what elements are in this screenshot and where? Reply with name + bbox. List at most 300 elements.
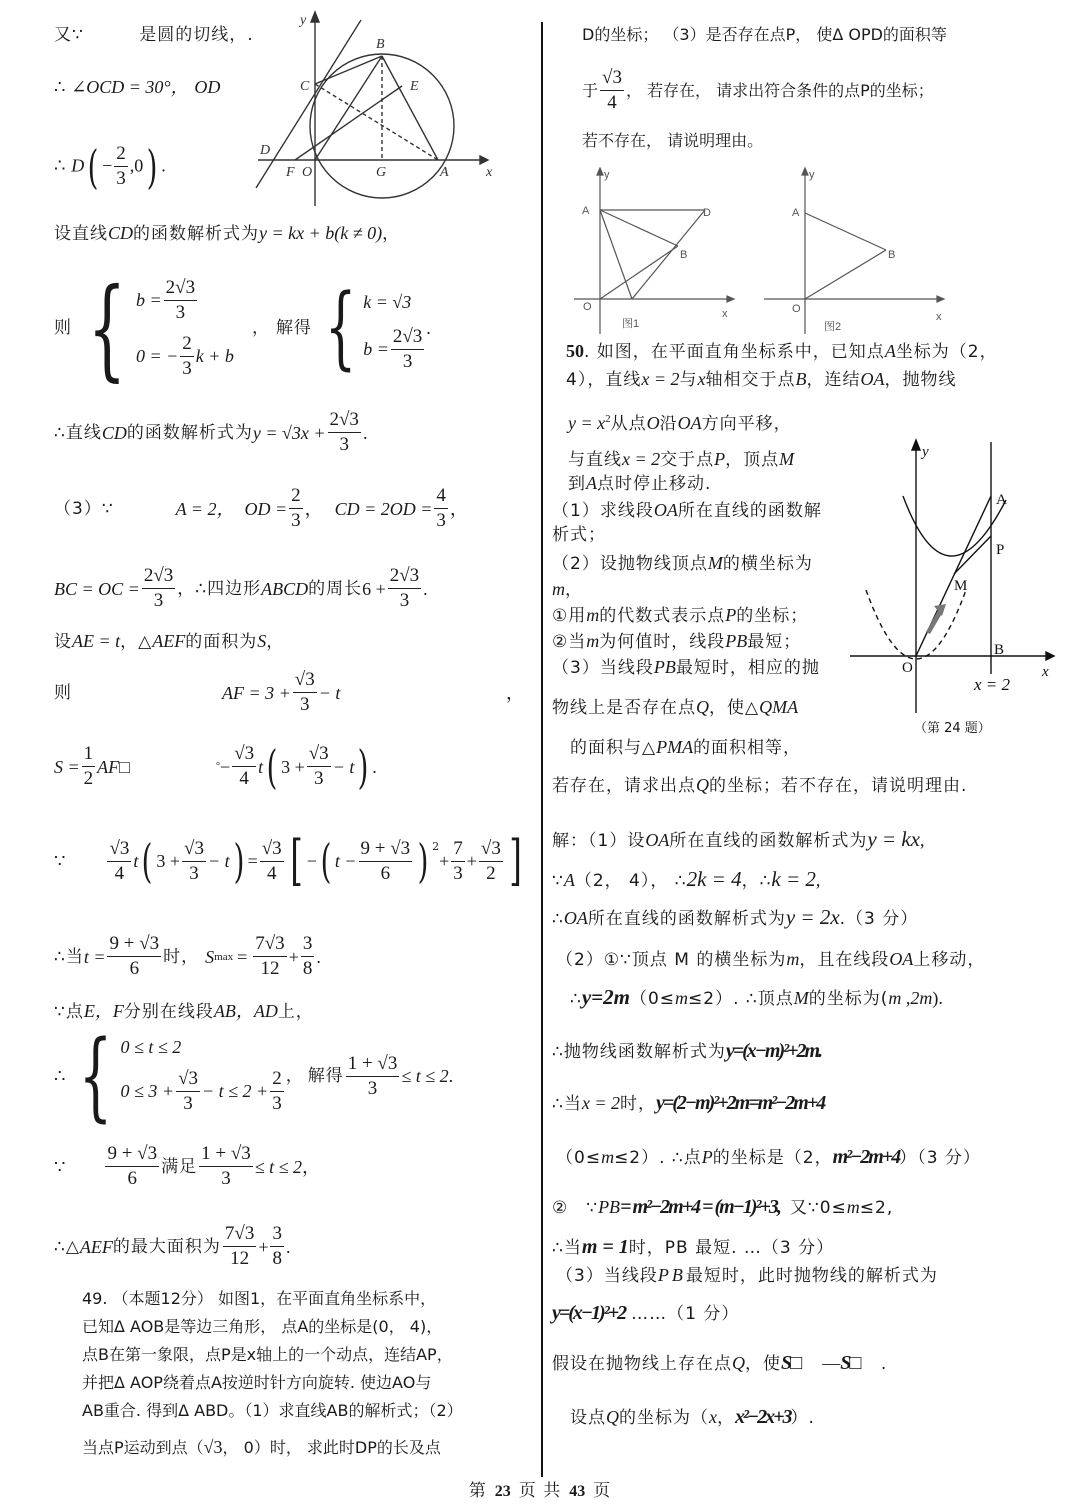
label-x: x [1042, 664, 1049, 680]
label-y: y [604, 169, 610, 181]
text: 所在直线的函数解析式为 [587, 909, 786, 929]
math-expr: − t ≤ 2 + [202, 1081, 269, 1101]
math-expr: + [439, 851, 450, 871]
figure-caption: 图1 [622, 318, 640, 330]
math-expr: + [288, 946, 299, 967]
text: （1）求线段 [552, 501, 654, 521]
denominator: 4 [239, 768, 249, 789]
math-expr: y=(2−m)²+2m=m²−2m+4 [655, 1092, 825, 1114]
label-O: O [902, 660, 913, 676]
text: 的面积相等， [693, 738, 802, 758]
text: ∴ [552, 909, 564, 929]
punct: . [161, 155, 166, 176]
math-expr: x = 2 [622, 449, 661, 469]
therefore-symbol: ∴ [54, 77, 66, 97]
sol-line-13 [552, 1350, 886, 1377]
numerator: 2√3 [328, 408, 361, 433]
numerator: 4 [434, 484, 448, 509]
numerator: √3 [176, 1067, 200, 1092]
left-line-8 [54, 564, 428, 613]
math-expr: A [586, 473, 597, 493]
left-line-15-system: ∴ { 0 ≤ t ≤ 2 0 ≤ 3 + $\frac{√3}{3}$ − t ≤ 2 + $\frac{2}{3}$ ， 解得 $\frac{1 + √3}{3}$ ≤ t ≤ 2 . [54, 1020, 454, 1132]
math-expr: m [786, 949, 800, 969]
punct: . [372, 756, 377, 777]
text: 则 [54, 682, 72, 703]
label-P: P [996, 542, 1005, 558]
math-expr: CD = 2OD = [334, 498, 433, 519]
numerator: √3 [232, 742, 256, 767]
denominator: 4 [114, 862, 125, 884]
because-symbol: ∵ [54, 1156, 66, 1177]
numerator: 9 + √3 [105, 1142, 159, 1167]
q50-line-14 [570, 734, 801, 761]
q50-line-10 [552, 602, 808, 629]
math-expr: PB [653, 657, 676, 677]
text: 分别在线段 [123, 1002, 214, 1022]
text: ，△ [120, 632, 153, 652]
punct: . [285, 1236, 291, 1257]
text: 的函数解析式为 [133, 224, 260, 244]
numerator: 2 [114, 142, 128, 167]
left-line-4 [54, 220, 400, 247]
math-expr: A [884, 341, 896, 361]
text: 的面积与△ [570, 738, 657, 758]
text: 从点 [610, 414, 647, 434]
q50-line-1 [566, 338, 998, 365]
text: . 如图，在平面直角坐标系中，已知点 [584, 342, 885, 362]
label-B: B [376, 37, 385, 52]
text: 若存在，请求出点 [552, 776, 696, 796]
math-expr: O [646, 413, 660, 433]
brace: { [87, 264, 127, 392]
label-x: x [486, 165, 493, 180]
math-expr: S = [54, 756, 80, 777]
text: ， [717, 1408, 735, 1428]
math-expr: AE = t [72, 631, 121, 651]
text: 的坐标为（ [619, 1408, 709, 1428]
text: 最短时，此时抛物线的解析式为 [685, 1266, 938, 1286]
label-y: y [922, 444, 929, 460]
text: 当点P运动到点（ [82, 1438, 204, 1457]
text: ，使△ [709, 698, 760, 718]
text: ≤2, [859, 1198, 894, 1218]
question-number: 50 [566, 341, 584, 361]
numerator: √3 [293, 668, 317, 693]
text: 到 [568, 474, 586, 494]
text: （3）当线段 [552, 658, 654, 678]
text: 又∵0≤ [789, 1198, 847, 1218]
text: 设 [54, 632, 72, 652]
label-O: O [792, 303, 801, 315]
numerator: 7√3 [223, 1222, 256, 1247]
sol-line-2 [552, 866, 820, 894]
math-expr: S□ [840, 1352, 860, 1374]
math-expr: b = [136, 290, 162, 310]
left-line-11: S = $\frac{1}{2}$ AF□ ° − $\frac{√3}{4}$ t ( 3 + $\frac{√3}{3}$ − t ) . [54, 739, 377, 794]
text: ，顶点 [725, 450, 780, 470]
math-expr: ,0 [129, 155, 144, 176]
math-expr: AEF [152, 631, 186, 651]
math-expr: m = 1 [581, 1236, 629, 1258]
denominator: 3 [175, 301, 186, 323]
sol-line-6 [552, 1038, 821, 1065]
math-expr: OD = [244, 498, 288, 519]
page-footer [0, 1476, 1080, 1501]
label-C: C [300, 79, 310, 94]
q49-cont-line-1: D的坐标； （3）是否存在点P， 使Δ OPD的面积等 [582, 25, 947, 44]
math-expr: m [586, 605, 600, 625]
math-expr: y = x [568, 413, 606, 433]
math-expr: x [709, 1407, 717, 1427]
equation-system [363, 281, 426, 375]
numerator: √3 [107, 837, 131, 862]
math-expr: BC = OC = [54, 578, 140, 599]
text: ， [565, 580, 583, 600]
q50-line-15 [552, 772, 967, 799]
math-expr: x [697, 369, 706, 389]
footer-text: 第 [468, 1481, 487, 1501]
because-symbol: ∵ [54, 851, 66, 871]
sol-line-8 [556, 1144, 981, 1171]
math-expr: b = [363, 339, 389, 359]
text: ，∴四边形 [177, 578, 262, 599]
punct: , [919, 830, 925, 850]
math-expr: m [675, 988, 689, 1008]
math-expr: A [563, 870, 575, 890]
math-expr: x²−2x+3 [735, 1406, 791, 1428]
math-expr: − t [318, 682, 341, 703]
text: 的坐标是（2， [712, 1148, 833, 1168]
math-expr: PB [725, 631, 748, 651]
label-B: B [680, 249, 688, 261]
math-expr: M [793, 988, 809, 1008]
label-A: A [792, 207, 800, 219]
denominator: 3 [339, 434, 349, 455]
q49-line-4: 并把Δ AOP绕着点A按逆时针方向旋转. 使边AO与 [82, 1373, 432, 1392]
math-expr: √3 [203, 1437, 223, 1457]
text: 解：（1）设 [552, 831, 646, 851]
punct: . [362, 422, 368, 443]
punct: ， [382, 224, 401, 244]
q50-line-8 [552, 550, 813, 577]
text: 的坐标为( [808, 989, 889, 1009]
label-E: E [410, 79, 419, 94]
figure-caption: （第 24 题） [914, 721, 991, 736]
sol-line-4 [556, 946, 985, 973]
exponent: 2 [605, 413, 611, 425]
punct: ， [285, 1066, 304, 1086]
numerator: √3 [260, 837, 284, 862]
math-expr: AB，AD [213, 1001, 278, 1021]
math-expr: k = √3 [363, 292, 412, 312]
punct: . [316, 946, 321, 967]
left-line-12: ∵ $\frac{√3}{4}$ t ( 3 + $\frac{√3}{3}$ − t ) = $\frac{√3}{4}$ [ − ( t − $\frac{9 + √3}{6}$ ) $^2$ + $\frac{7}{3}$ + $\frac{√3}{2}$ ] [54, 829, 522, 892]
math-expr: + [258, 1236, 269, 1257]
math-expr: OA [653, 500, 678, 520]
denominator: 3 [313, 768, 324, 789]
text: 所在直线的函数解析式为 [669, 831, 868, 851]
text: ∴△ [54, 1236, 80, 1257]
text: 的坐标； [736, 606, 809, 626]
left-line-7 [54, 484, 524, 533]
q50-line-2 [566, 366, 956, 393]
text: 上， [277, 1002, 314, 1022]
q49-line-5: AB重合. 得到Δ ABD。（1）求直线AB的解析式；（2） [82, 1401, 463, 1420]
label-A: A [996, 492, 1007, 508]
figure-2 [760, 164, 950, 336]
q49-cont-line-3: 若不存在， 请说明理由。 [582, 131, 764, 150]
math-expr: A = 2， [175, 498, 235, 519]
parabola-figure [850, 438, 1060, 738]
text: 时， [619, 1094, 656, 1114]
denominator: 3 [272, 1092, 282, 1114]
math-expr: t [133, 851, 139, 871]
denominator: 3 [116, 168, 126, 189]
math-expr: Q [732, 1353, 745, 1373]
numerator: 7 [451, 837, 465, 862]
math-expr: m [552, 579, 565, 599]
math-expr: Q [696, 775, 709, 795]
denominator: 2 [486, 862, 496, 884]
math-expr: y = kx [867, 827, 920, 851]
math-expr: B [795, 369, 807, 389]
numerator: 7√3 [253, 932, 286, 957]
paren: ( [87, 139, 99, 194]
math-expr: CD [101, 422, 127, 443]
q50-line-11 [552, 628, 801, 655]
punct: ）. [790, 1408, 815, 1428]
numerator: 2√3 [391, 325, 424, 350]
numerator: 2√3 [142, 564, 175, 589]
label-y: y [809, 169, 815, 181]
math-expr: S [257, 631, 267, 651]
math-expr: OA [645, 830, 670, 850]
denominator: 8 [272, 1248, 282, 1269]
denominator: 4 [607, 92, 617, 113]
text: 则 [54, 318, 72, 338]
text: 与直线 [568, 450, 622, 470]
q50-line-6 [552, 497, 822, 524]
math-expr: m [846, 1197, 860, 1217]
q50-line-5 [568, 470, 711, 497]
punct: ， [251, 318, 270, 338]
sol-line-14 [570, 1404, 815, 1431]
q50-line-13 [552, 694, 798, 721]
numerator: 2√3 [388, 564, 421, 589]
text: 最短； [747, 632, 802, 652]
text: ≤2）. ∴顶点 [688, 989, 794, 1009]
math-expr: P [701, 1147, 713, 1167]
text: 的横坐标为 [722, 554, 813, 574]
numerator: 2√3 [164, 276, 197, 301]
math-expr: 6 + [362, 578, 386, 599]
punct: ， [302, 1156, 321, 1177]
text: 的周长 [308, 578, 363, 599]
math-expr: y=(x−m)²+2m. [725, 1040, 822, 1062]
text: （2）①∵顶点 M 的横坐标为 [556, 950, 787, 970]
text: 解得 [307, 1066, 344, 1086]
text: 满足 [161, 1156, 198, 1177]
text: ……（1 分） [631, 1304, 740, 1324]
math-expr: t = [83, 946, 106, 967]
text: 的面积为 [185, 632, 258, 652]
math-expr: − t [207, 851, 230, 871]
math-expr: = m²−2m+4 = (m−1)²+3, [620, 1196, 780, 1218]
footer-text: 页 共 [518, 1481, 562, 1501]
numerator: 3 [301, 932, 315, 957]
text: 物线上是否存在点 [552, 698, 696, 718]
text: 方向平移， [701, 414, 792, 434]
math-expr: − t [332, 756, 355, 777]
sol-line-10 [552, 1234, 834, 1261]
math-expr: = [237, 946, 248, 967]
punct: ， [449, 498, 468, 519]
text: 点时停止移动. [597, 474, 712, 494]
numerator: √3 [307, 742, 331, 767]
left-line-6 [54, 408, 367, 457]
math-expr: t [258, 756, 264, 777]
numerator: √3 [479, 837, 503, 862]
label-D: D [703, 207, 711, 219]
text: .（3 分） [839, 909, 919, 929]
left-line-1 [54, 22, 254, 48]
numerator: 9 + √3 [107, 932, 161, 957]
q50-line-7: 析式； [552, 525, 606, 545]
label-y: y [300, 13, 307, 28]
numerator: 3 [270, 1222, 284, 1247]
math-expr: 0 ≤ 3 + [120, 1081, 175, 1101]
math-expr: AF□ [97, 756, 131, 777]
denominator: 3 [300, 694, 310, 715]
text: ①用 [552, 606, 587, 626]
numerator: 1 + √3 [199, 1142, 253, 1167]
punct: . [448, 1066, 454, 1086]
numerator: 1 [82, 742, 96, 767]
text: （3）当线段 [556, 1266, 658, 1286]
sol-line-1 [552, 826, 924, 854]
denominator: 3 [367, 1077, 378, 1099]
sol-line-9 [552, 1194, 893, 1221]
part-label: （3）∵ [54, 498, 114, 519]
sol-line-5 [570, 984, 943, 1012]
denominator: 3 [182, 357, 192, 379]
text: ，抛物线 [884, 370, 957, 390]
math-expr: M [779, 449, 795, 469]
label-x: x [722, 308, 728, 320]
text: 于 [582, 80, 599, 100]
math-expr: m [586, 631, 600, 651]
text: ∴直线 [54, 422, 102, 443]
numerator: √3 [182, 837, 206, 862]
math-expr: k + b [195, 346, 234, 366]
denominator: 3 [183, 1092, 193, 1114]
exponent: 2 [432, 840, 440, 853]
label-M: M [954, 578, 968, 594]
equation-system [136, 272, 234, 384]
math-expr: Q [696, 697, 709, 717]
text: （2）设抛物线顶点 [552, 554, 708, 574]
text: ∵点 [54, 1002, 84, 1022]
q49-line-3: 点B在第一象限，点P是x轴上的一个动点，连结AP， [82, 1345, 453, 1364]
text: 与 [679, 370, 698, 390]
math-expr: PMA [656, 737, 694, 757]
left-line-10 [54, 668, 524, 717]
math-expr: OA [563, 908, 588, 928]
text: 为何值时，线段 [599, 632, 726, 652]
total-pages: 43 [569, 1483, 586, 1500]
text: 时，PB 最短. …（3 分） [628, 1238, 835, 1258]
numerator: 2 [270, 1067, 284, 1092]
label-G: G [376, 165, 387, 180]
text: ② ∵ [552, 1198, 599, 1218]
numerator: 2 [289, 484, 303, 509]
text: ∴当 [54, 946, 84, 967]
text: （0≤ [629, 989, 676, 1009]
label-O: O [583, 301, 592, 313]
left-line-3: ∴ D( − $\frac{2}{3}$ ,0) . [54, 139, 166, 194]
left-line-9 [54, 628, 284, 655]
circle-geometry-figure [248, 6, 498, 211]
text: 假设在抛物线上存在点 [552, 1354, 732, 1374]
text: 设直线 [54, 224, 108, 244]
text: 的最大面积为 [112, 1236, 221, 1257]
text: 上移动， [913, 950, 986, 970]
left-line-16 [54, 1142, 320, 1191]
numerator: 1 + √3 [346, 1052, 400, 1077]
figure-1 [570, 164, 740, 336]
q49-line-2: 已知Δ AOB是等边三角形， 点A的坐标是(0， 4)， [82, 1317, 443, 1336]
label-O: O [302, 165, 313, 180]
label-x: x [936, 311, 942, 323]
math-expr: x = 2 [641, 369, 680, 389]
text: 沿 [659, 414, 678, 434]
denominator: 3 [436, 510, 446, 531]
denominator: 12 [260, 958, 280, 979]
label-B: B [994, 642, 1005, 658]
math-expr: OA [677, 413, 702, 433]
label-B: B [888, 249, 896, 261]
text: （0≤ [556, 1148, 602, 1168]
fraction [114, 142, 128, 191]
math-expr: m²−2m+4 [832, 1146, 900, 1168]
math-expr: QMA [759, 697, 799, 717]
math-expr: y = kx + b(k ≠ 0) [259, 223, 383, 243]
text: ， 0）时， 求此时DP的长及点 [222, 1438, 441, 1457]
punct: , [815, 870, 821, 890]
math-expr: PB [657, 1265, 686, 1285]
text: 轴相交于点 [705, 370, 796, 390]
math-expr: OD [194, 77, 221, 97]
left-line-5-system [54, 264, 431, 392]
current-page-number: 23 [494, 1483, 511, 1500]
math-expr: − [220, 756, 231, 777]
text: 的代数式表示点 [599, 606, 726, 626]
math-expr: 0 = − [136, 346, 179, 366]
denominator: 6 [127, 1168, 138, 1189]
text: 的函数解析式为 [126, 422, 253, 443]
math-expr: y=2m [581, 985, 630, 1009]
label-F: F [286, 165, 295, 180]
math-expr: m [601, 1147, 615, 1167]
artifact: ° [216, 760, 221, 772]
denominator: 3 [453, 862, 463, 884]
math-expr: y=(x−1)²+2 [552, 1302, 626, 1324]
therefore-symbol: ∴ [54, 1066, 66, 1086]
math-expr: t − [334, 851, 357, 871]
punct: ， [506, 682, 524, 703]
math-expr: y = √3x + [252, 422, 326, 443]
text: 是圆的切线，. [139, 25, 254, 45]
